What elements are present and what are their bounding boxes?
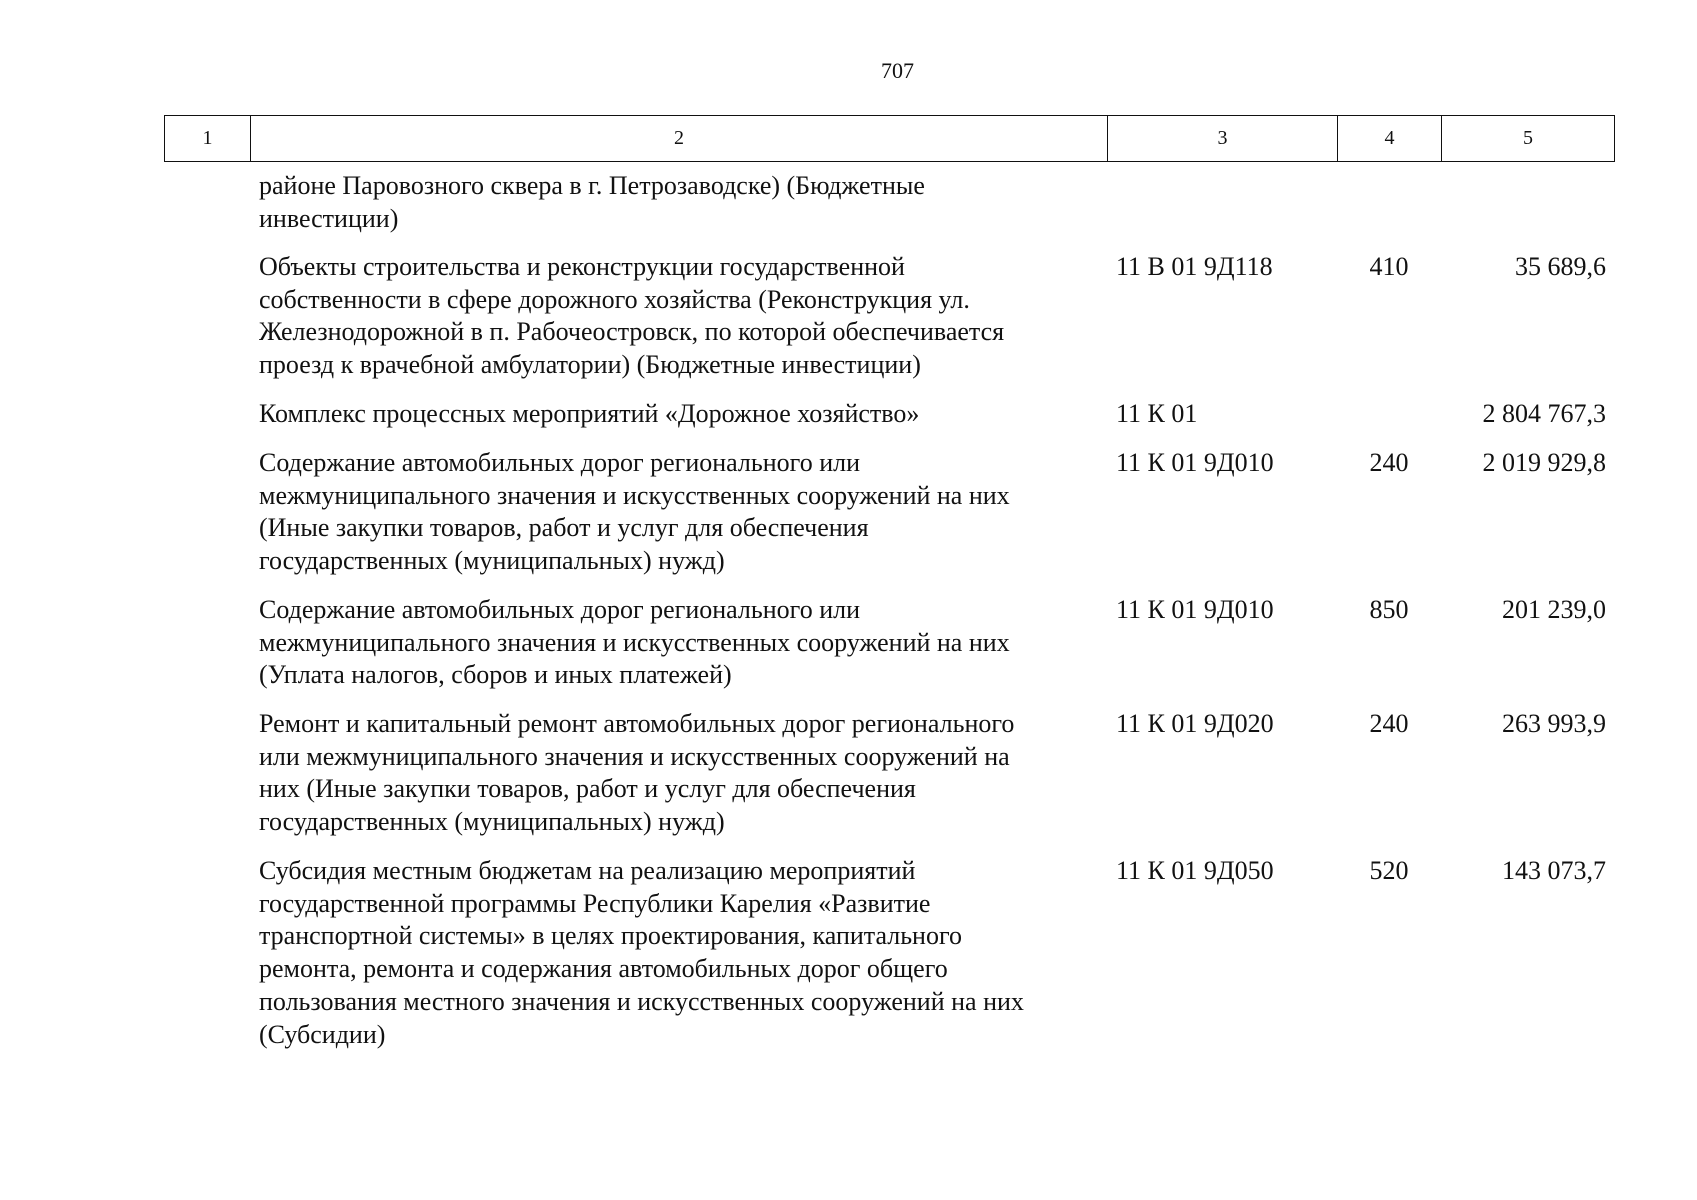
column-header-2: 2 [251, 116, 1108, 162]
row-description: Субсидия местным бюджетам на реализацию мероприятий государственной программы Республики Карелия «Развитие транспортной системы» в целях проектирования, капитального ремонта, ремонта и содержания автомобильных дорог общего пользования местного значения и искусственных сооружений на них (Субсидии) [259, 856, 1024, 1049]
row-description: Содержание автомобильных дорог регионального или межмуниципального значения и искусственных сооружений на них (Иные закупки товаров, работ и услуг для обеспечения государственных (муниципальных) нужд) [259, 448, 1010, 576]
row-description: районе Паровозного сквера в г. Петрозаводске) (Бюджетные инвестиции) [259, 171, 925, 233]
row-description: Объекты строительства и реконструкции государственной собственности в сфере дорожного хозяйства (Реконструкция ул. Железнодорожной в п. Рабочеостровск, по которой обеспечивается проезд к врачебной амбулатории) (Бюджетные инвестиции) [259, 252, 1005, 380]
row-amount: 263 993,9 [1502, 709, 1606, 738]
column-header-4: 4 [1338, 116, 1442, 162]
row-type: 240 [1369, 448, 1409, 477]
row-code: 11 К 01 9Д020 [1116, 709, 1274, 738]
row-amount: 201 239,0 [1502, 595, 1606, 624]
row-code: 11 К 01 [1116, 399, 1198, 428]
page-number: 707 [881, 58, 914, 83]
row-type: 410 [1369, 252, 1409, 281]
row-code: 11 К 01 9Д010 [1116, 595, 1274, 624]
row-code: 11 К 01 9Д050 [1116, 856, 1274, 885]
row-description: Ремонт и капитальный ремонт автомобильных дорог регионального или межмуниципального значения и искусственных сооружений на них (Иные закупки товаров, работ и услуг для обеспечения государственных (муниципальных) нужд) [259, 709, 1015, 837]
column-header-5: 5 [1442, 116, 1615, 162]
row-code: 11 В 01 9Д118 [1116, 252, 1273, 281]
column-header-row [165, 116, 1615, 162]
column-header-table [164, 115, 1615, 162]
row-amount: 2 019 929,8 [1482, 448, 1606, 477]
row-type: 850 [1369, 595, 1409, 624]
row-code: 11 К 01 9Д010 [1116, 448, 1274, 477]
row-type: 520 [1369, 856, 1409, 885]
column-header-3: 3 [1108, 116, 1338, 162]
row-amount: 35 689,6 [1515, 252, 1606, 281]
row-amount: 2 804 767,3 [1482, 399, 1606, 428]
row-amount: 143 073,7 [1502, 856, 1606, 885]
row-description: Содержание автомобильных дорог регионального или межмуниципального значения и искусственных сооружений на них (Уплата налогов, сборов и иных платежей) [259, 595, 1010, 690]
row-description: Комплекс процессных мероприятий «Дорожное хозяйство» [259, 399, 920, 428]
column-header-1: 1 [165, 116, 251, 162]
row-type: 240 [1369, 709, 1409, 738]
